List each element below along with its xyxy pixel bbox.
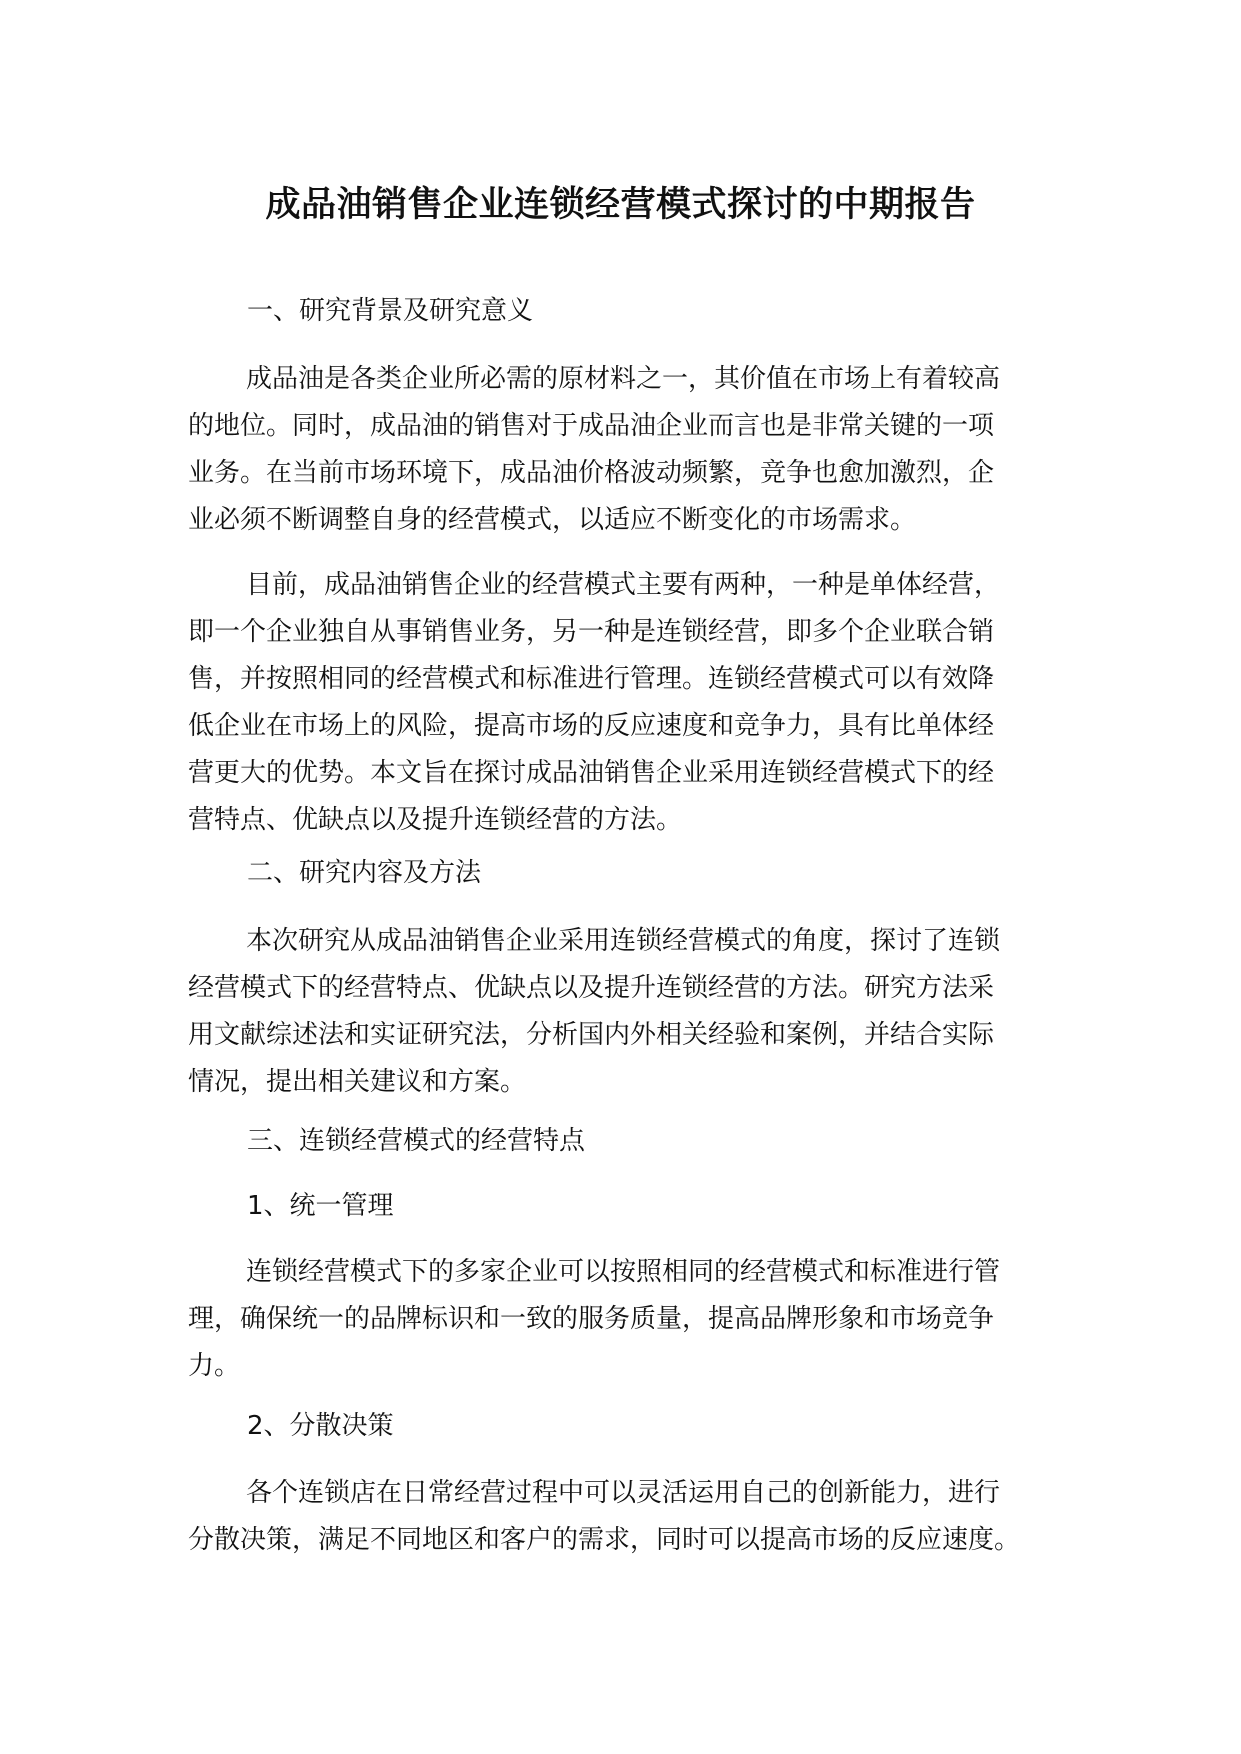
paragraph-line: 成品油是各类企业所必需的原材料之一，其价值在市场上有着较高	[246, 364, 1001, 394]
paragraph-research-methods	[188, 918, 1088, 1106]
paragraph-business-models	[188, 562, 1088, 844]
paragraph-line: 本次研究从成品油销售企业采用连锁经营模式的角度，探讨了连锁	[246, 926, 1001, 956]
paragraph-line: 连锁经营模式下的多家企业可以按照相同的经营模式和标准进行管	[246, 1257, 1001, 1287]
paragraph-line: 营特点、优缺点以及提升连锁经营的方法。	[188, 805, 683, 835]
section-heading-background: 一、研究背景及研究意义	[247, 296, 534, 326]
paragraph-line: 业务。在当前市场环境下，成品油价格波动频繁，竞争也愈加激烈，企	[188, 458, 995, 488]
paragraph-line: 用文献综述法和实证研究法，分析国内外相关经验和案例，并结合实际	[188, 1020, 995, 1050]
paragraph-line: 低企业在市场上的风险，提高市场的反应速度和竞争力，具有比单体经	[188, 711, 995, 741]
paragraph-decentralized-decision	[188, 1470, 1108, 1564]
paragraph-line: 售，并按照相同的经营模式和标准进行管理。连锁经营模式可以有效降	[188, 664, 995, 694]
paragraph-line: 各个连锁店在日常经营过程中可以灵活运用自己的创新能力，进行	[246, 1478, 1001, 1508]
paragraph-background	[188, 356, 1088, 544]
paragraph-line: 力。	[188, 1351, 241, 1381]
document-title: 成品油销售企业连锁经营模式探讨的中期报告	[265, 185, 976, 225]
paragraph-line: 营更大的优势。本文旨在探讨成品油销售企业采用连锁经营模式下的经	[188, 758, 995, 788]
section-heading-chain-features: 三、连锁经营模式的经营特点	[247, 1126, 586, 1156]
paragraph-line: 情况，提出相关建议和方案。	[188, 1067, 527, 1097]
paragraph-line: 理，确保统一的品牌标识和一致的服务质量，提高品牌形象和市场竞争	[188, 1304, 995, 1334]
paragraph-line: 分散决策，满足不同地区和客户的需求，同时可以提高市场的反应速度。	[188, 1525, 1021, 1555]
paragraph-line: 的地位。同时，成品油的销售对于成品油企业而言也是非常关键的一项	[188, 411, 995, 441]
paragraph-line: 业必须不断调整自身的经营模式，以适应不断变化的市场需求。	[188, 505, 917, 535]
subheading-decentralized-decision: 2、分散决策	[247, 1411, 394, 1441]
paragraph-line: 即一个企业独自从事销售业务，另一种是连锁经营，即多个企业联合销	[188, 617, 995, 647]
paragraph-line: 目前，成品油销售企业的经营模式主要有两种，一种是单体经营，	[246, 570, 1001, 600]
paragraph-line: 经营模式下的经营特点、优缺点以及提升连锁经营的方法。研究方法采	[188, 973, 995, 1003]
subheading-unified-management: 1、统一管理	[247, 1191, 394, 1221]
section-heading-content-methods: 二、研究内容及方法	[247, 858, 482, 888]
paragraph-unified-management	[188, 1249, 1088, 1390]
